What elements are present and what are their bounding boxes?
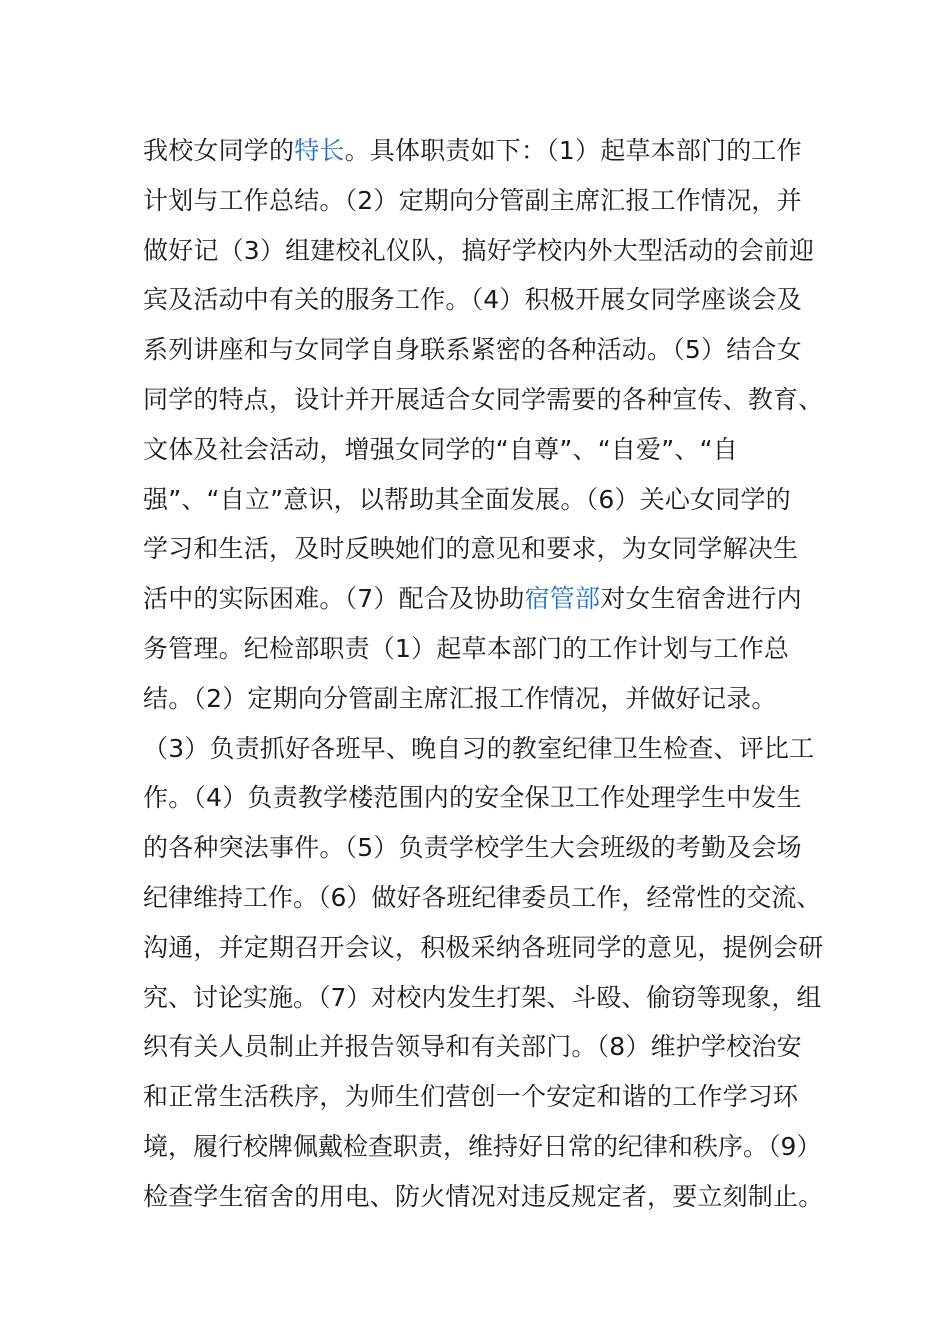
text-line: [143, 1072, 823, 1122]
text-segment: 结。（2）定期向分管副主席汇报工作情况，并做好记录。: [143, 683, 777, 713]
text-line: [143, 624, 823, 674]
text-segment: （3）负责抓好各班早、晚自习的教室纪律卫生检查、评比工: [143, 733, 815, 763]
text-segment: 计划与工作总结。（2）定期向分管副主席汇报工作情况，并: [143, 185, 802, 215]
text-line: [143, 524, 823, 574]
text-line: [143, 1022, 823, 1072]
text-segment: 作。（4）负责教学楼范围内的安全保卫工作处理学生中发生: [143, 783, 802, 813]
hyperlink[interactable]: 宿管部: [524, 584, 601, 614]
text-line: [143, 275, 823, 325]
text-line: [143, 1172, 823, 1222]
text-segment: 务管理。纪检部职责（1）起草本部门的工作计划与工作总: [143, 633, 790, 663]
text-line: [143, 724, 823, 774]
text-line: [143, 923, 823, 973]
text-segment: 对女生宿舍进行内: [600, 584, 802, 614]
text-segment: 和正常生活秩序，为师生们营创一个安定和谐的工作学习环: [143, 1082, 799, 1112]
text-segment: 。具体职责如下：（1）起草本部门的工作: [344, 136, 802, 165]
text-segment: 宾及活动中有关的服务工作。（4）积极开展女同学座谈会及: [143, 285, 802, 315]
text-line: [143, 176, 823, 226]
text-line: [143, 674, 823, 724]
text-segment: 的各种突法事件。（5）负责学校学生大会班级的考勤及会场: [143, 833, 802, 863]
text-line: [143, 425, 823, 475]
text-segment: 做好记（3）组建校礼仪队，搞好学校内外大型活动的会前迎: [143, 235, 815, 265]
text-segment: 系列讲座和与女同学自身联系紧密的各种活动。（5）结合女: [143, 335, 802, 365]
text-segment: 纪律维持工作。（6）做好各班纪律委员工作，经常性的交流、: [143, 882, 822, 912]
text-line: [143, 325, 823, 375]
text-line: [143, 823, 823, 873]
text-line: [143, 1122, 823, 1172]
text-line: [143, 226, 823, 276]
hyperlink[interactable]: 特长: [294, 136, 345, 165]
text-segment: 同学的特点，设计并开展适合女同学需要的各种宣传、教育、: [143, 384, 824, 414]
text-segment: 强”、“自立”意识，以帮助其全面发展。（6）关心女同学的: [143, 484, 791, 514]
text-segment: 究、讨论实施。（7）对校内发生打架、斗殴、偷窃等现象，组: [143, 982, 822, 1012]
text-line: [143, 574, 823, 624]
text-segment: 学习和生活，及时反映她们的意见和要求，为女同学解决生: [143, 534, 799, 564]
text-segment: 织有关人员制止并报告领导和有关部门。（8）维护学校治安: [143, 1032, 802, 1062]
text-line: [143, 973, 823, 1023]
text-line: [143, 873, 823, 923]
text-segment: 沟通，并定期召开会议，积极采纳各班同学的意见，提例会研: [143, 932, 824, 962]
text-line: [143, 375, 823, 425]
text-segment: 文体及社会活动，增强女同学的“自尊”、“自爱”、“自: [143, 434, 738, 464]
text-line: [143, 475, 823, 525]
text-line: [143, 126, 823, 176]
text-segment: 境，履行校牌佩戴检查职责，维持好日常的纪律和秩序。（9）: [143, 1131, 822, 1161]
text-segment: 检查学生宿舍的用电、防火情况对违反规定者，要立刻制止。: [143, 1181, 824, 1211]
document-body: [143, 126, 823, 1222]
text-segment: 活中的实际困难。（7）配合及协助: [143, 584, 525, 614]
text-segment: 我校女同学的: [143, 136, 295, 165]
text-line: [143, 773, 823, 823]
